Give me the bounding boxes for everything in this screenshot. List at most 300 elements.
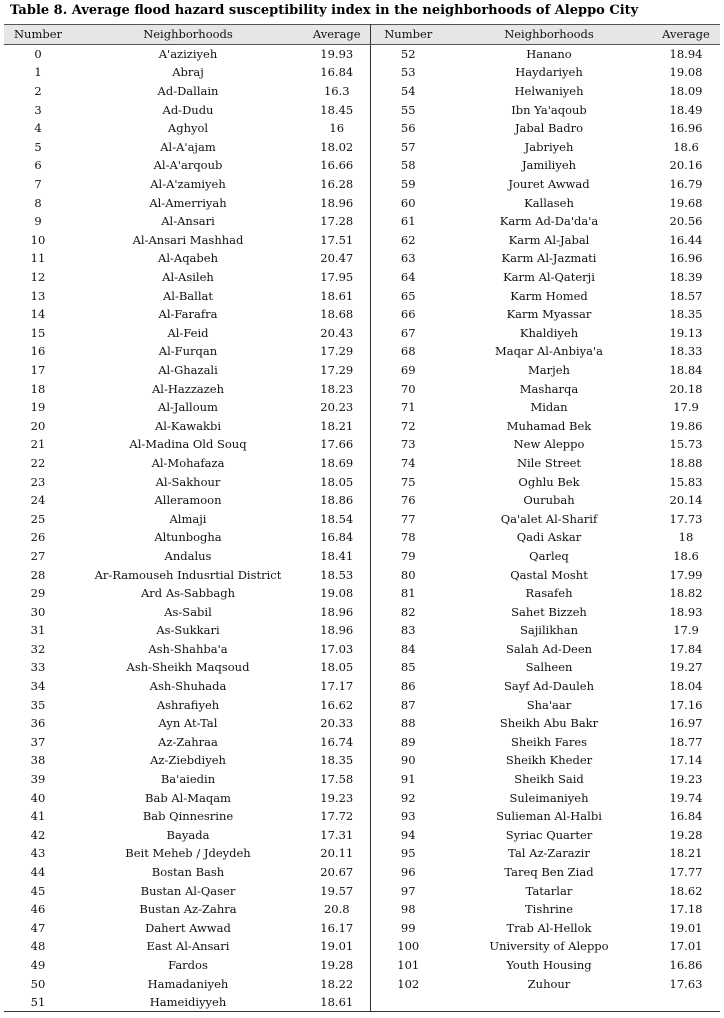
cell-neighborhood-left: Al-Farafra [158,307,218,322]
cell-neighborhood-left: Aghyol [167,121,209,136]
cell-number-left: 40 [30,790,46,805]
cell-neighborhood-right: Midan [530,400,568,415]
cell-average-right: 18.57 [669,288,703,303]
cell-number-left: 26 [30,530,46,545]
cell-neighborhood-left: Hameidiyyeh [72,993,304,1012]
cell-number-right [370,993,446,1012]
cell-average-right: 19.01 [669,920,703,935]
table-row [4,714,720,733]
cell-number-right: 84 [400,641,416,656]
cell-neighborhood-left: Al-A'ajam [160,139,216,154]
cell-average-left: 20.47 [304,249,370,268]
cell-average-left: 17.31 [304,826,370,845]
table-row [4,305,720,324]
cell-number-right: 77 [400,511,416,526]
cell-average-right: 18.21 [669,846,703,861]
cell-neighborhood-left: Az-Ziebdiyeh [150,753,226,768]
cell-number-right: 69 [400,362,416,377]
cell-number-left: 21 [30,437,46,452]
cell-neighborhood-left: Al-Mohafaza [151,455,225,470]
cell-number-right: 53 [400,65,416,80]
cell-number-left: 38 [30,753,46,768]
cell-number-left: 48 [30,939,46,954]
cell-number-right: 75 [400,474,416,489]
cell-number-left: 39 [30,772,46,787]
cell-average-left: 19.23 [304,788,370,807]
table-row [4,844,720,863]
cell-neighborhood-left: Al-Feid [167,325,209,340]
cell-neighborhood-left: Al-Ansari [161,214,215,229]
cell-average-left: 16.84 [304,63,370,82]
cell-neighborhood-right: Tatarlar [525,883,573,898]
table-row [4,435,720,454]
cell-average-right: 17.18 [669,902,703,917]
cell-average-right: 19.27 [669,660,703,675]
cell-neighborhood-left: Hamadaniyeh [147,976,229,991]
cell-average-right: 20.14 [669,493,703,508]
cell-neighborhood-right: Salah Ad-Deen [505,641,593,656]
cell-number-right: 78 [400,530,416,545]
cell-number-right: 60 [400,195,416,210]
table-row [4,454,720,473]
cell-number-left: 11 [30,251,46,266]
table-row [4,770,720,789]
table-row [4,788,720,807]
table-row [4,621,720,640]
cell-neighborhood-right: Sha'aar [526,697,572,712]
table-row [4,695,720,714]
cell-average-left: 20.11 [304,844,370,863]
cell-average-right: 18.39 [669,270,703,285]
cell-number-right: 93 [400,809,416,824]
cell-neighborhood-right: Marjeh [528,362,570,377]
cell-neighborhood-left: Alleramoon [154,493,222,508]
cell-neighborhood-right: Tishrine [524,902,574,917]
cell-neighborhood-right: Salheen [525,660,573,675]
cell-neighborhood-right: Hanano [526,46,572,61]
cell-average-left: 17.72 [304,807,370,826]
cell-number-right: 81 [400,586,416,601]
cell-number-left: 19 [30,400,46,415]
cell-number-left: 35 [30,697,46,712]
cell-number-left: 2 [34,84,42,99]
cell-average-right [652,993,720,1012]
cell-average-right: 19.28 [669,827,703,842]
cell-neighborhood-right: Sheikh Kheder [505,753,593,768]
table-row [4,324,720,343]
cell-average-right: 18 [678,530,694,545]
cell-average-right: 18.94 [669,46,703,61]
cell-average-left: 18.05 [304,472,370,491]
table-row [4,974,720,993]
cell-average-right: 17.9 [673,400,699,415]
cell-number-right: 72 [400,418,416,433]
cell-average-right: 17.73 [669,511,703,526]
cell-average-left: 19.01 [304,937,370,956]
cell-neighborhood-right: Qa'alet Al-Sharif [500,511,598,526]
cell-number-right: 85 [400,660,416,675]
table-row [4,863,720,882]
table-row [4,398,720,417]
cell-number-left: 18 [30,381,46,396]
cell-number-left: 47 [30,920,46,935]
cell-neighborhood-right: Tareq Ben Ziad [504,865,594,880]
cell-average-left: 16.3 [304,82,370,101]
cell-number-left: 13 [30,288,46,303]
cell-number-left: 5 [34,139,42,154]
cell-number-right: 56 [400,121,416,136]
header-average-right: Average [652,25,720,45]
cell-neighborhood-right: Syriac Quarter [505,827,593,842]
table-row [4,212,720,231]
cell-number-left: 17 [30,362,46,377]
cell-average-right: 20.16 [669,158,703,173]
cell-number-left: 1 [34,65,42,80]
cell-average-left: 18.41 [304,547,370,566]
cell-number-right: 74 [400,455,416,470]
cell-number-left: 14 [30,307,46,322]
header-neighborhoods-right: Neighborhoods [446,25,652,45]
cell-number-left: 42 [30,827,46,842]
cell-neighborhood-right: Trab Al-Hellok [506,920,592,935]
cell-neighborhood-right: Sheikh Fares [510,734,588,749]
cell-number-left: 23 [30,474,46,489]
cell-neighborhood-left: Al-Ballat [162,288,213,303]
cell-neighborhood-right: Sulieman Al-Halbi [496,809,602,824]
cell-average-left: 19.57 [304,881,370,900]
table-row [4,509,720,528]
table-row [4,138,720,157]
cell-average-right: 17.63 [669,976,703,991]
cell-number-left: 6 [34,158,42,173]
cell-number-left: 27 [30,548,46,563]
cell-neighborhood-left: Al-Kawakbi [154,418,222,433]
cell-neighborhood-right: Sheikh Abu Bakr [499,716,599,731]
cell-number-left: 28 [30,567,46,582]
cell-number-right: 95 [400,846,416,861]
cell-average-right: 18.62 [669,883,703,898]
cell-average-left: 16.62 [304,695,370,714]
cell-neighborhood-right: Ibn Ya'aqoub [511,102,587,117]
cell-average-left: 19.08 [304,584,370,603]
cell-average-left: 18.96 [304,193,370,212]
cell-number-left: 49 [30,957,46,972]
cell-neighborhood-left: Ad-Dudu [162,102,214,117]
cell-average-left: 18.96 [304,621,370,640]
cell-number-left: 31 [30,623,46,638]
cell-average-left: 16.28 [304,175,370,194]
cell-neighborhood-left: Ash-Shuhada [149,679,227,694]
cell-neighborhood-left: Al-Sakhour [155,474,221,489]
cell-average-left: 18.45 [304,100,370,119]
cell-number-right: 90 [400,753,416,768]
cell-number-right: 64 [400,270,416,285]
cell-average-left: 18.23 [304,379,370,398]
cell-neighborhood-right: Jabriyeh [524,139,574,154]
cell-neighborhood-left: Fardos [168,957,208,972]
cell-number-right: 100 [397,939,420,954]
cell-average-left: 20.67 [304,863,370,882]
table-row [4,640,720,659]
cell-neighborhood-left: Al-Jalloum [158,400,218,415]
cell-neighborhood-right [446,993,652,1012]
cell-average-right: 17.01 [669,939,703,954]
cell-average-left: 18.86 [304,491,370,510]
cell-average-left: 19.28 [304,956,370,975]
cell-number-right: 94 [400,827,416,842]
cell-average-left: 17.17 [304,677,370,696]
cell-neighborhood-left: Al-A'arqoub [153,158,223,173]
cell-average-right: 18.88 [669,455,703,470]
cell-neighborhood-left: Bayada [166,827,210,842]
cell-number-left: 15 [30,325,46,340]
table-row [4,584,720,603]
cell-average-left: 20.33 [304,714,370,733]
table-row [4,249,720,268]
cell-neighborhood-left: Abraj [172,65,204,80]
cell-average-left: 18.68 [304,305,370,324]
cell-average-right: 17.14 [669,753,703,768]
cell-average-right: 16.97 [669,716,703,731]
cell-number-right: 58 [400,158,416,173]
cell-number-left: 50 [30,976,46,991]
cell-number-left: 36 [30,716,46,731]
cell-number-right: 73 [400,437,416,452]
cell-average-right: 16.44 [669,232,703,247]
cell-average-right: 17.9 [673,623,699,638]
table-row [4,956,720,975]
table-row [4,900,720,919]
cell-neighborhood-right: University of Aleppo [489,939,609,954]
cell-neighborhood-right: Qadi Askar [516,530,582,545]
cell-average-left: 17.03 [304,640,370,659]
cell-average-right: 19.13 [669,325,703,340]
cell-neighborhood-right: Tal Az-Zarazir [508,846,590,861]
cell-average-right: 18.82 [669,586,703,601]
cell-average-right: 18.6 [673,548,699,563]
cell-average-left: 16 [304,119,370,138]
cell-average-right: 17.84 [669,641,703,656]
cell-neighborhood-left: East Al-Ansari [146,939,230,954]
cell-neighborhood-left: Az-Zahraa [158,734,218,749]
cell-average-right: 18.84 [669,362,703,377]
cell-average-right: 17.99 [669,567,703,582]
cell-average-right: 19.74 [669,790,703,805]
table-row [4,602,720,621]
cell-average-left: 18.96 [304,602,370,621]
cell-neighborhood-right: Jabal Badro [514,121,584,136]
cell-number-right: 80 [400,567,416,582]
cell-average-left: 20.43 [304,324,370,343]
cell-neighborhood-left: Bostan Bash [151,865,225,880]
cell-number-right: 86 [400,679,416,694]
header-number-left: Number [4,25,72,45]
table-row [4,733,720,752]
table-row [4,63,720,82]
cell-average-left: 17.29 [304,361,370,380]
cell-number-left: 12 [30,270,46,285]
cell-neighborhood-right: Sayf Ad-Dauleh [503,679,595,694]
cell-neighborhood-right: Nile Street [516,455,582,470]
table-row [4,268,720,287]
cell-average-left: 17.28 [304,212,370,231]
cell-number-right: 101 [397,957,420,972]
cell-number-left: 8 [34,195,42,210]
cell-neighborhood-right: Oghlu Bek [518,474,580,489]
cell-neighborhood-left: Al-Ansari Mashhad [132,232,244,247]
cell-neighborhood-left: Al-Ghazali [158,362,218,377]
table-row [4,175,720,194]
cell-neighborhood-left: Ba'aiedin [160,772,216,787]
cell-neighborhood-left: As-Sukkari [156,623,220,638]
cell-average-left: 20.23 [304,398,370,417]
cell-number-left: 51 [4,993,72,1012]
cell-number-left: 46 [30,902,46,917]
cell-average-right: 18.04 [669,679,703,694]
cell-number-right: 96 [400,865,416,880]
cell-neighborhood-right: Muhamad Bek [506,418,592,433]
cell-average-right: 17.16 [669,697,703,712]
cell-number-left: 30 [30,604,46,619]
cell-average-right: 20.18 [669,381,703,396]
table-caption: Table 8. Average flood hazard susceptibility index in the neighborhoods of Aleppo City [10,3,639,18]
cell-neighborhood-left: Ashrafiyeh [156,697,220,712]
table-row [4,937,720,956]
cell-number-left: 7 [34,177,42,192]
cell-neighborhood-right: Karm Al-Jazmati [501,251,597,266]
cell-average-left: 18.61 [304,993,370,1012]
header-average-left: Average [304,25,370,45]
cell-neighborhood-right: Qastal Mosht [510,567,588,582]
cell-average-right: 15.83 [669,474,703,489]
cell-number-right: 66 [400,307,416,322]
cell-neighborhood-right: Sajilikhan [520,623,578,638]
cell-average-right: 18.6 [673,139,699,154]
cell-average-left: 17.29 [304,342,370,361]
cell-neighborhood-left: Ash-Sheikh Maqsoud [126,660,250,675]
cell-number-left: 34 [30,679,46,694]
cell-neighborhood-left: Ash-Shahba'a [148,641,228,656]
cell-number-right: 52 [400,46,416,61]
cell-neighborhood-right: Jamiliyeh [521,158,577,173]
cell-average-left: 17.51 [304,231,370,250]
cell-neighborhood-left: Dahert Awwad [145,920,231,935]
cell-neighborhood-right: Helwaniyeh [514,84,584,99]
cell-average-left: 17.58 [304,770,370,789]
table-row [4,44,720,63]
table-row [4,231,720,250]
table-body [4,44,720,1012]
cell-number-left: 24 [30,493,46,508]
cell-average-right: 19.68 [669,195,703,210]
cell-neighborhood-left: Al-Madina Old Souq [129,437,247,452]
flood-index-table [4,24,720,1012]
cell-average-right: 16.96 [669,251,703,266]
cell-neighborhood-left: Al-Hazzazeh [152,381,224,396]
cell-neighborhood-right: Maqar Al-Anbiya'a [495,344,603,359]
cell-average-left: 17.66 [304,435,370,454]
table-row [4,286,720,305]
cell-neighborhood-right: Haydariyeh [515,65,583,80]
cell-average-left: 16.84 [304,528,370,547]
cell-neighborhood-left: Ayn At-Tal [158,716,218,731]
cell-number-right: 57 [400,139,416,154]
table-row [4,491,720,510]
table-row [4,82,720,101]
table-row [4,919,720,938]
cell-number-right: 83 [400,623,416,638]
cell-number-right: 92 [400,790,416,805]
cell-number-right: 55 [400,102,416,117]
cell-neighborhood-left: A'aziziyeh [158,46,218,61]
cell-average-right: 19.08 [669,65,703,80]
cell-average-right: 17.77 [669,865,703,880]
cell-number-right: 82 [400,604,416,619]
header-row [4,25,720,45]
cell-neighborhood-left: Altunbogha [154,530,222,545]
table-row [4,193,720,212]
cell-average-left: 18.02 [304,138,370,157]
cell-neighborhood-left: Bustan Al-Qaser [140,883,236,898]
cell-neighborhood-left: Bustan Az-Zahra [139,902,237,917]
cell-average-right: 18.35 [669,307,703,322]
cell-number-right: 70 [400,381,416,396]
cell-number-right: 61 [400,214,416,229]
table-row [4,565,720,584]
table-row [4,751,720,770]
cell-neighborhood-left: Ad-Dallain [157,84,219,99]
cell-number-left: 43 [30,846,46,861]
cell-neighborhood-right: Khaldiyeh [519,325,579,340]
table-row [4,416,720,435]
table-row [4,677,720,696]
cell-number-right: 99 [400,920,416,935]
cell-number-right: 63 [400,251,416,266]
cell-average-right: 19.86 [669,418,703,433]
cell-neighborhood-left: Al-A'zamiyeh [150,177,226,192]
table-row [4,156,720,175]
cell-average-left: 18.22 [304,974,370,993]
cell-number-left: 44 [30,865,46,880]
cell-average-left: 16.74 [304,733,370,752]
cell-neighborhood-right: Zuhour [527,976,571,991]
cell-neighborhood-left: Andalus [164,548,212,563]
table-row [4,993,720,1012]
cell-number-left: 3 [34,102,42,117]
table-row [4,826,720,845]
cell-number-right: 62 [400,232,416,247]
cell-average-left: 20.8 [304,900,370,919]
cell-neighborhood-right: Suleimaniyeh [509,790,589,805]
cell-average-right: 20.56 [669,214,703,229]
cell-neighborhood-left: Bab Qinnesrine [142,809,234,824]
cell-number-left: 16 [30,344,46,359]
table-row [4,807,720,826]
cell-number-right: 97 [400,883,416,898]
cell-average-left: 18.54 [304,509,370,528]
table-row [4,658,720,677]
cell-number-right: 54 [400,84,416,99]
cell-neighborhood-left: Bab Al-Maqam [145,790,231,805]
cell-number-left: 10 [30,232,46,247]
cell-number-right: 71 [400,400,416,415]
cell-average-left: 18.69 [304,454,370,473]
cell-neighborhood-right: Sheikh Said [514,772,584,787]
cell-average-right: 16.96 [669,121,703,136]
cell-number-left: 9 [34,214,42,229]
cell-neighborhood-left: As-Sabil [164,604,212,619]
cell-number-left: 0 [34,46,42,61]
